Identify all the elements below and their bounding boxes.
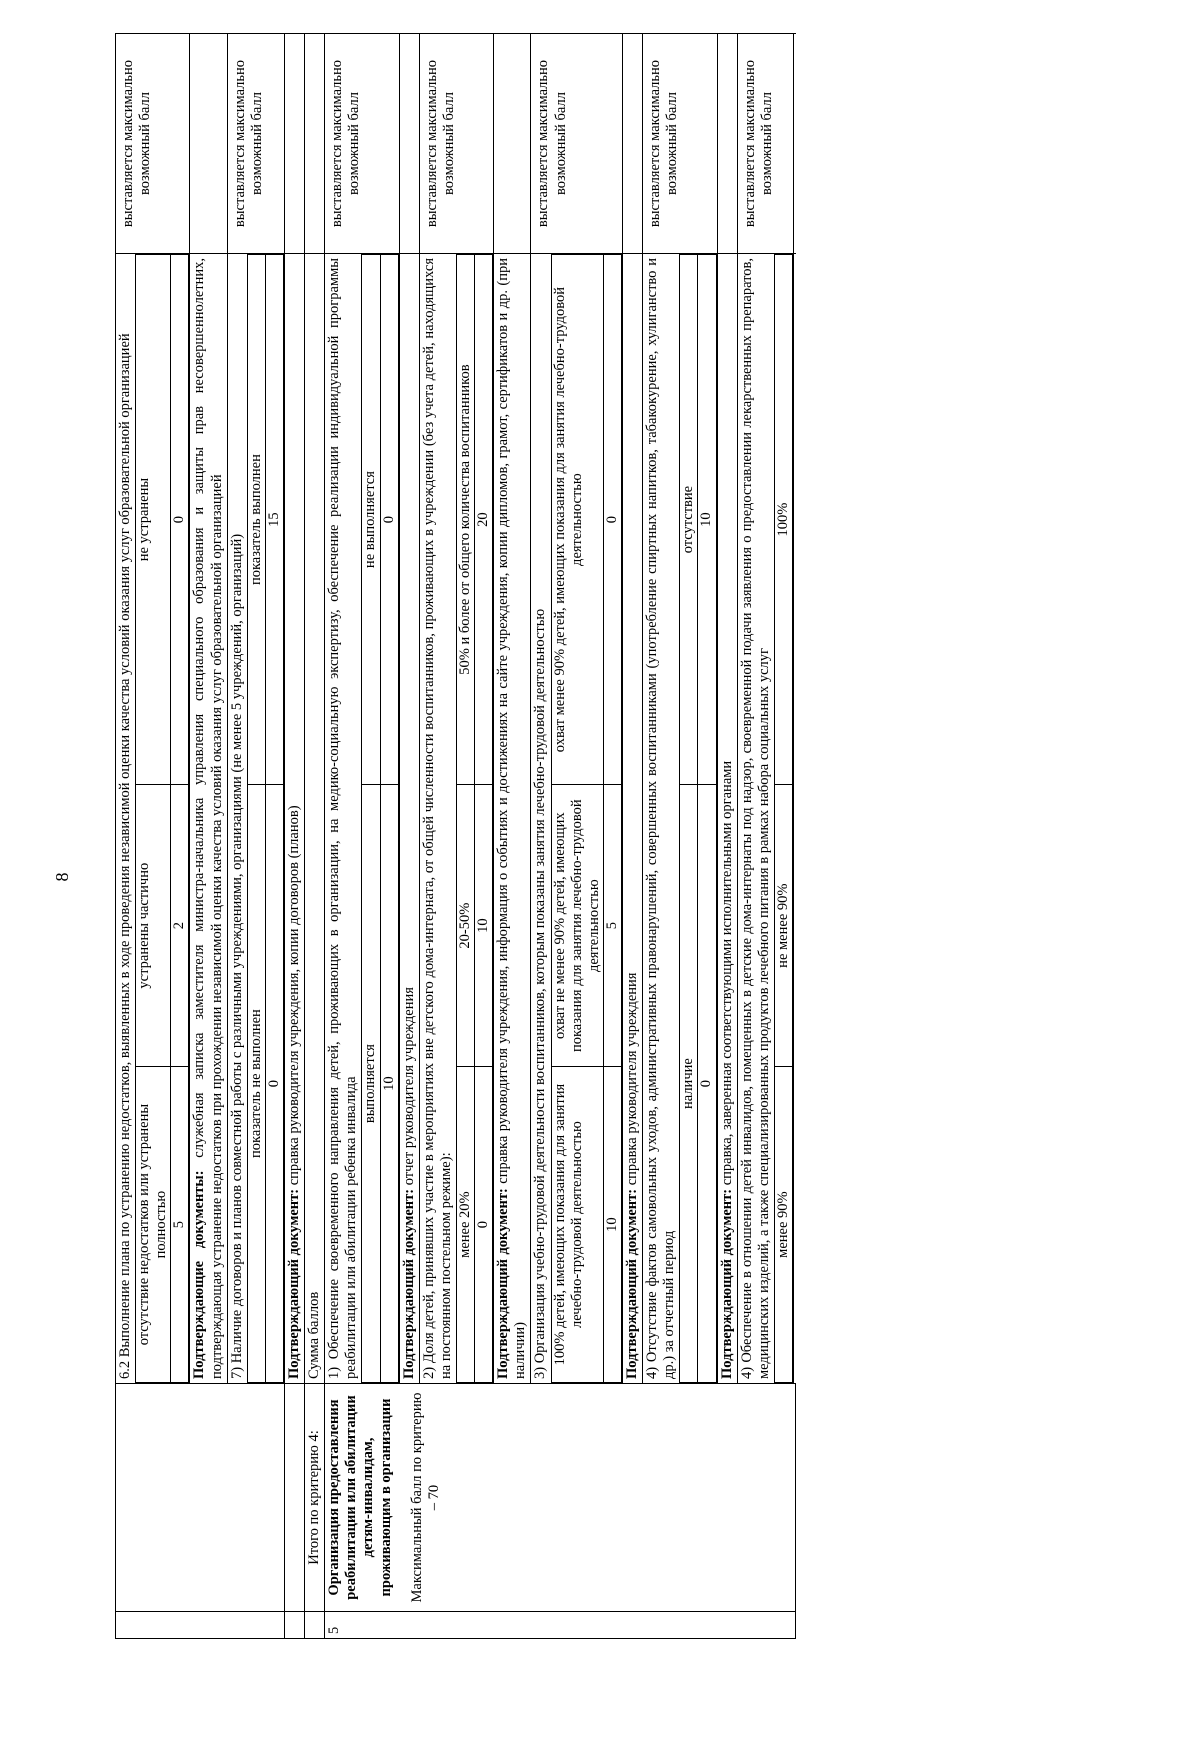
item-5-cell [737,254,793,1384]
score-note: выставляется максимально возможный балл [116,34,190,254]
item-3-scale [551,254,622,1383]
criterion-7-scale [247,254,284,1383]
section-max-score: Максимальный балл по критерию – 70 [408,1392,442,1603]
num-cell [284,1612,304,1639]
scale-value: 10 [698,255,716,785]
num-cell [305,1612,325,1639]
score-note: выставляется максимально возможный балл [227,34,284,254]
criterion-6-2-cell [116,254,190,1384]
scale-value: 0 [698,785,716,1383]
scale-header: охват не менее 90% детей, имеющих показания для занятия лечебно-трудовой деятельностью [551,785,603,1067]
table-row [305,34,325,1639]
num-cell [116,1612,285,1639]
scale-header: отсутствие недостатков или устранены полностью [136,1067,171,1383]
item-2-text: 2) Доля детей, принявших участие в мероприятиях вне детского дома-интерната, от общей численности воспитанников, проживающих в учреждении (без учета детей, находящихся на постоянном постельном режиме): [420,258,454,1379]
confirm-text: справка, заверенная соответствующими исполнительными органами [718,760,735,1189]
scale-header: 100% детей, имеющих показания для занятия лечебно-трудовой деятельностью [551,1067,603,1383]
confirm-text: справка руководителя учреждения, копии договоров (планов) [285,805,302,1189]
empty-cell [494,34,531,254]
item-3-text: 3) Организация учебно-трудовой деятельности воспитанников, которым показаны занятия лечебно-трудовой деятельностью [532,608,549,1379]
item-5-scale [774,254,793,1383]
score-note: выставляется максимально возможный балл [737,34,793,254]
scale-value: 0 [171,255,189,785]
score-note: выставляется максимально возможный балл [531,34,623,254]
confirm-label: Подтверждающий документ: [285,1188,302,1379]
scale-value: 0 [265,785,283,1383]
criterion-cell [284,1384,304,1612]
confirm-label: Подтверждающий документ: [718,1188,735,1379]
confirm-text: отчет руководителя учреждения [400,987,417,1189]
confirm-6-2-cell [190,254,227,1384]
criterion-7-text: 7) Наличие договоров и планов совместной работы с различными учреждениями, организациями (не менее 5 учреждений, организаций) [228,533,245,1379]
empty-cell [717,34,737,254]
scale-header: менее 20% [456,1067,474,1383]
scale-value: 20 [475,255,493,785]
scale-value: 15 [265,255,283,785]
score-note: выставляется максимально возможный балл [643,34,717,254]
scale-value: 10 [380,785,398,1383]
scale-header: не устранены [136,255,171,785]
scale-value: 5 [603,785,621,1067]
scale-header: показатель выполнен [247,255,265,785]
item-1-cell [325,254,399,1384]
empty-cell [305,34,325,254]
item-5-text: 4) Обеспечение в отношении детей инвалидов, помещенных в детские дома-интернаты под надзор, своевременной подачи заявления о предоставлении лекарственных препаратов, медицинских изделий, а также специализированных продуктов лечебного питания в рамках набора социальных услуг [738,258,772,1379]
scale-header: менее 90% [774,1067,792,1383]
scale-value: 10 [603,1067,621,1383]
empty-cell [622,34,642,254]
score-note: выставляется максимально возможный балл [325,34,399,254]
scale-value: 0 [380,255,398,785]
empty-cell [190,34,227,254]
confirm-cell [717,254,737,1384]
total-text: Сумма баллов [305,254,325,1384]
section-number: 5 [325,1612,796,1639]
spacer-cell [793,34,796,254]
confirm-label: Подтверждающий документ: [623,1188,640,1379]
item-2-scale [456,254,493,1383]
confirm-label: Подтверждающие документы: [191,1170,208,1379]
scale-value: 10 [475,785,493,1067]
scale-value: 5 [171,1067,189,1383]
scale-value: 2 [171,785,189,1067]
empty-cell [399,34,419,254]
scale-header: охват менее 90% детей, имеющих показания для занятия лечебно-трудовой деятельностью [551,255,603,785]
item-4-cell [643,254,717,1384]
scale-header: не менее 90% [774,785,792,1067]
scale-header: наличие [680,785,698,1383]
criterion-cell [116,1384,285,1612]
total-label: Итого по критерию 4: [305,1384,325,1612]
page-number: 8 [52,872,72,882]
scale-value: 0 [603,255,621,785]
confirm-7-cell [284,254,304,1384]
item-3-cell [531,254,623,1384]
spacer-cell [793,254,796,1384]
confirm-label: Подтверждающий документ: [400,1188,417,1379]
criterion-7-cell [227,254,284,1384]
score-note: выставляется максимально возможный балл [419,34,493,254]
empty-cell [284,34,304,254]
scale-header: 100% [774,255,792,785]
item-4-scale [679,254,716,1383]
scale-header: 20-50% [456,785,474,1067]
criterion-6-2-scale [135,254,189,1383]
item-1-scale [361,254,398,1383]
criterion-6-2-text: 6.2 Выполнение плана по устранению недостатков, выявленных в ходе проведения независимой оценки качества условий оказания услуг образовательной организацией [117,333,133,1379]
section-title: Организация предоставления реабилитации или абилитации детям-инвалидам, проживающим в организации [326,1395,394,1600]
table-row [284,34,304,1639]
criteria-table [115,33,796,1639]
scale-header: выполняется [362,785,380,1383]
confirm-text: служебная записка заместителя министра-начальника управления специального образования и защиты прав несовершеннолетних, подтверждающая устранение недостатков при прохождении независимой оценки качества условий оказания услуг образовательной организацией [191,257,225,1379]
confirm-cell [494,254,531,1384]
scale-header: не выполняется [362,255,380,785]
item-2-cell [419,254,493,1384]
table-row [116,34,190,1639]
confirm-text: справка руководителя учреждения, информация о событиях и достижениях на сайте учреждения, копии дипломов, грамот, сертификатов и др. (при наличии) [495,258,529,1379]
scale-header: 50% и более от общего количества воспитанников [456,255,474,785]
confirm-label: Подтверждающий документ: [495,1188,512,1379]
confirm-text: справка руководителя учреждения [623,972,640,1189]
confirm-cell [399,254,419,1384]
scale-header: показатель не выполнен [247,785,265,1383]
scale-header: устранены частично [136,785,171,1067]
section-criterion-cell [325,1384,796,1612]
table-row [325,34,399,1639]
scale-value: 0 [475,1067,493,1383]
confirm-cell [622,254,642,1384]
item-4-text: 4) Отсутствие фактов самовольных уходов, административных правонарушений, совершенных воспитанниками (употребление спиртных напитков, табакокурение, хулиганство и др.) за отчетный период [644,258,678,1379]
scale-header: отсутствие [680,255,698,785]
item-1-text: 1) Обеспечение своевременного направления детей, проживающих в организации, на медико-социальную экспертизу, обеспечение реализации индивидуальной программы реабилитации или абилитации ребенка инвалида [326,258,360,1379]
